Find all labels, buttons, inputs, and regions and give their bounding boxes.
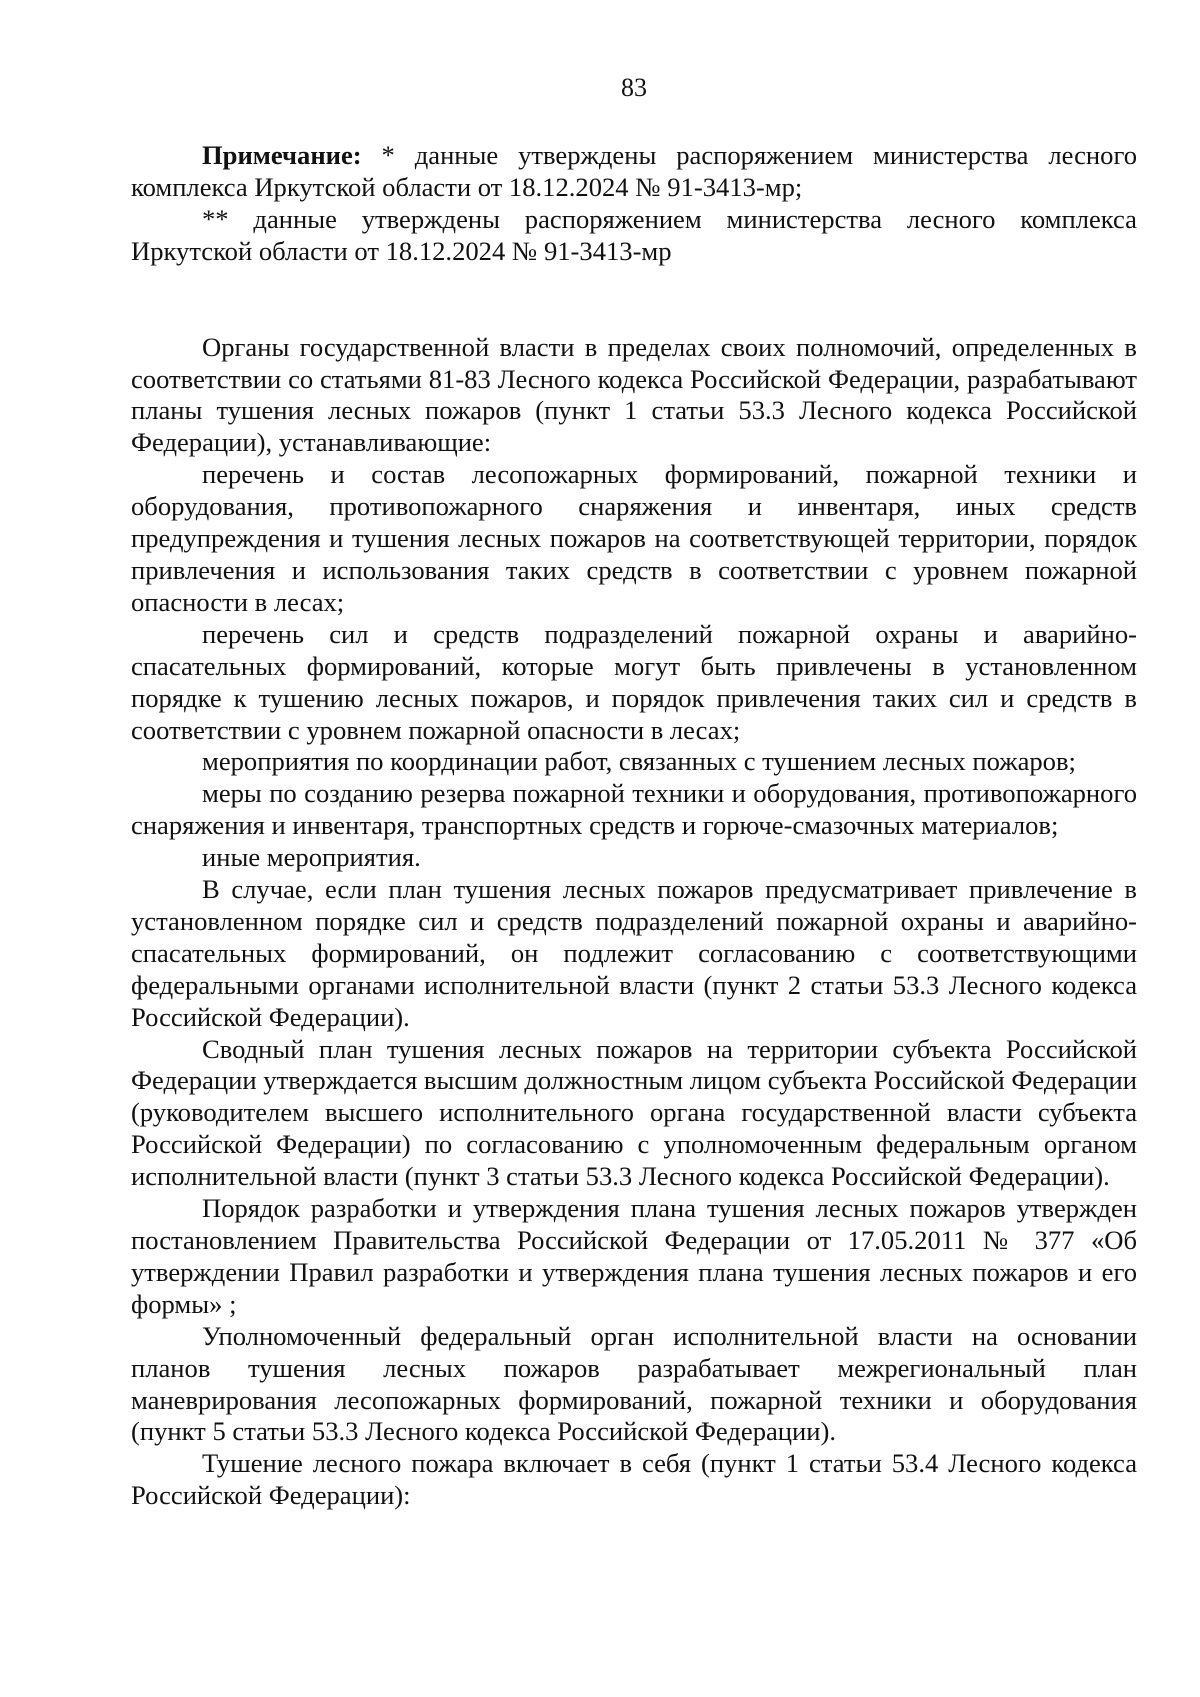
- paragraph: Органы государственной власти в пределах своих полномочий, определенных в соответствии со статьями 81-83 Лесного кодекса Российской Федерации, разрабатывают планы тушения лесных пожаров (пункт 1 статьи 53.3 Лесного кодекса Российской Федерации), устанавливающие:: [131, 331, 1137, 458]
- note-paragraph: [131, 140, 1137, 204]
- note-label: Примечание:: [202, 140, 362, 170]
- note-paragraph-2: ** данные утверждены распоряжением министерства лесного комплекса Иркутской области от 18.12.2024 № 91-3413-мр: [131, 203, 1137, 266]
- note-text-1: * данные утверждены распоряжением министерства лесного комплекса Иркутской области от 18.12.2024 № 91-3413-мр;: [131, 140, 1137, 202]
- list-item: перечень сил и средств подразделений пожарной охраны и аварийно-спасательных формирований, которые могут быть привлечены в установленном порядке к тушению лесных пожаров, и порядок привлечения таких сил и средств в соответствии с уровнем пожарной опасности в лесах;: [131, 618, 1137, 745]
- list-item: мероприятия по координации работ, связанных с тушением лесных пожаров;: [202, 746, 1076, 777]
- list-item: меры по созданию резерва пожарной техники и оборудования, противопожарного снаряжения и инвентаря, транспортных средств и горюче-смазочных материалов;: [131, 778, 1137, 841]
- paragraph: Уполномоченный федеральный орган исполнительной власти на основании планов тушения лесных пожаров разрабатывает межрегиональный план маневрирования лесопожарных формирований, пожарной техники и оборудования (пункт 5 статьи 53.3 Лесного кодекса Российской Федерации).: [131, 1320, 1137, 1447]
- paragraph: Сводный план тушения лесных пожаров на территории субъекта Российской Федерации утверждается высшим должностным лицом субъекта Российской Федерации (руководителем высшего исполнительного органа государственной власти субъекта Российской Федерации) по согласованию с уполномоченным федеральным органом исполнительной власти (пункт 3 статьи 53.3 Лесного кодекса Российской Федерации).: [131, 1033, 1137, 1192]
- paragraph: Тушение лесного пожара включает в себя (пункт 1 статьи 53.4 Лесного кодекса Российской Федерации):: [131, 1448, 1137, 1511]
- paragraph: Порядок разработки и утверждения плана тушения лесных пожаров утвержден постановлением Правительства Российской Федерации от 17.05.2011 № 377 «Об утверждении Правил разработки и утверждения плана тушения лесных пожаров и его формы» ;: [131, 1193, 1137, 1319]
- list-item: иные мероприятия.: [202, 842, 421, 873]
- paragraph: В случае, если план тушения лесных пожаров предусматривает привлечение в установленном порядке сил и средств подразделений пожарной охраны и аварийно-спасательных формирований, он подлежит согласованию с соответствующими федеральными органами исполнительной власти (пункт 2 статьи 53.3 Лесного кодекса Российской Федерации).: [131, 874, 1137, 1032]
- section-gap: [131, 268, 1137, 332]
- list-item: перечень и состав лесопожарных формирований, пожарной техники и оборудования, противопожарного снаряжения и инвентаря, иных средств предупреждения и тушения лесных пожаров на соответствующей территории, порядок привлечения и использования таких средств в соответствии с уровнем пожарной опасности в лесах;: [131, 459, 1137, 617]
- page-number: 83: [621, 73, 647, 102]
- document-body: [131, 140, 1137, 1512]
